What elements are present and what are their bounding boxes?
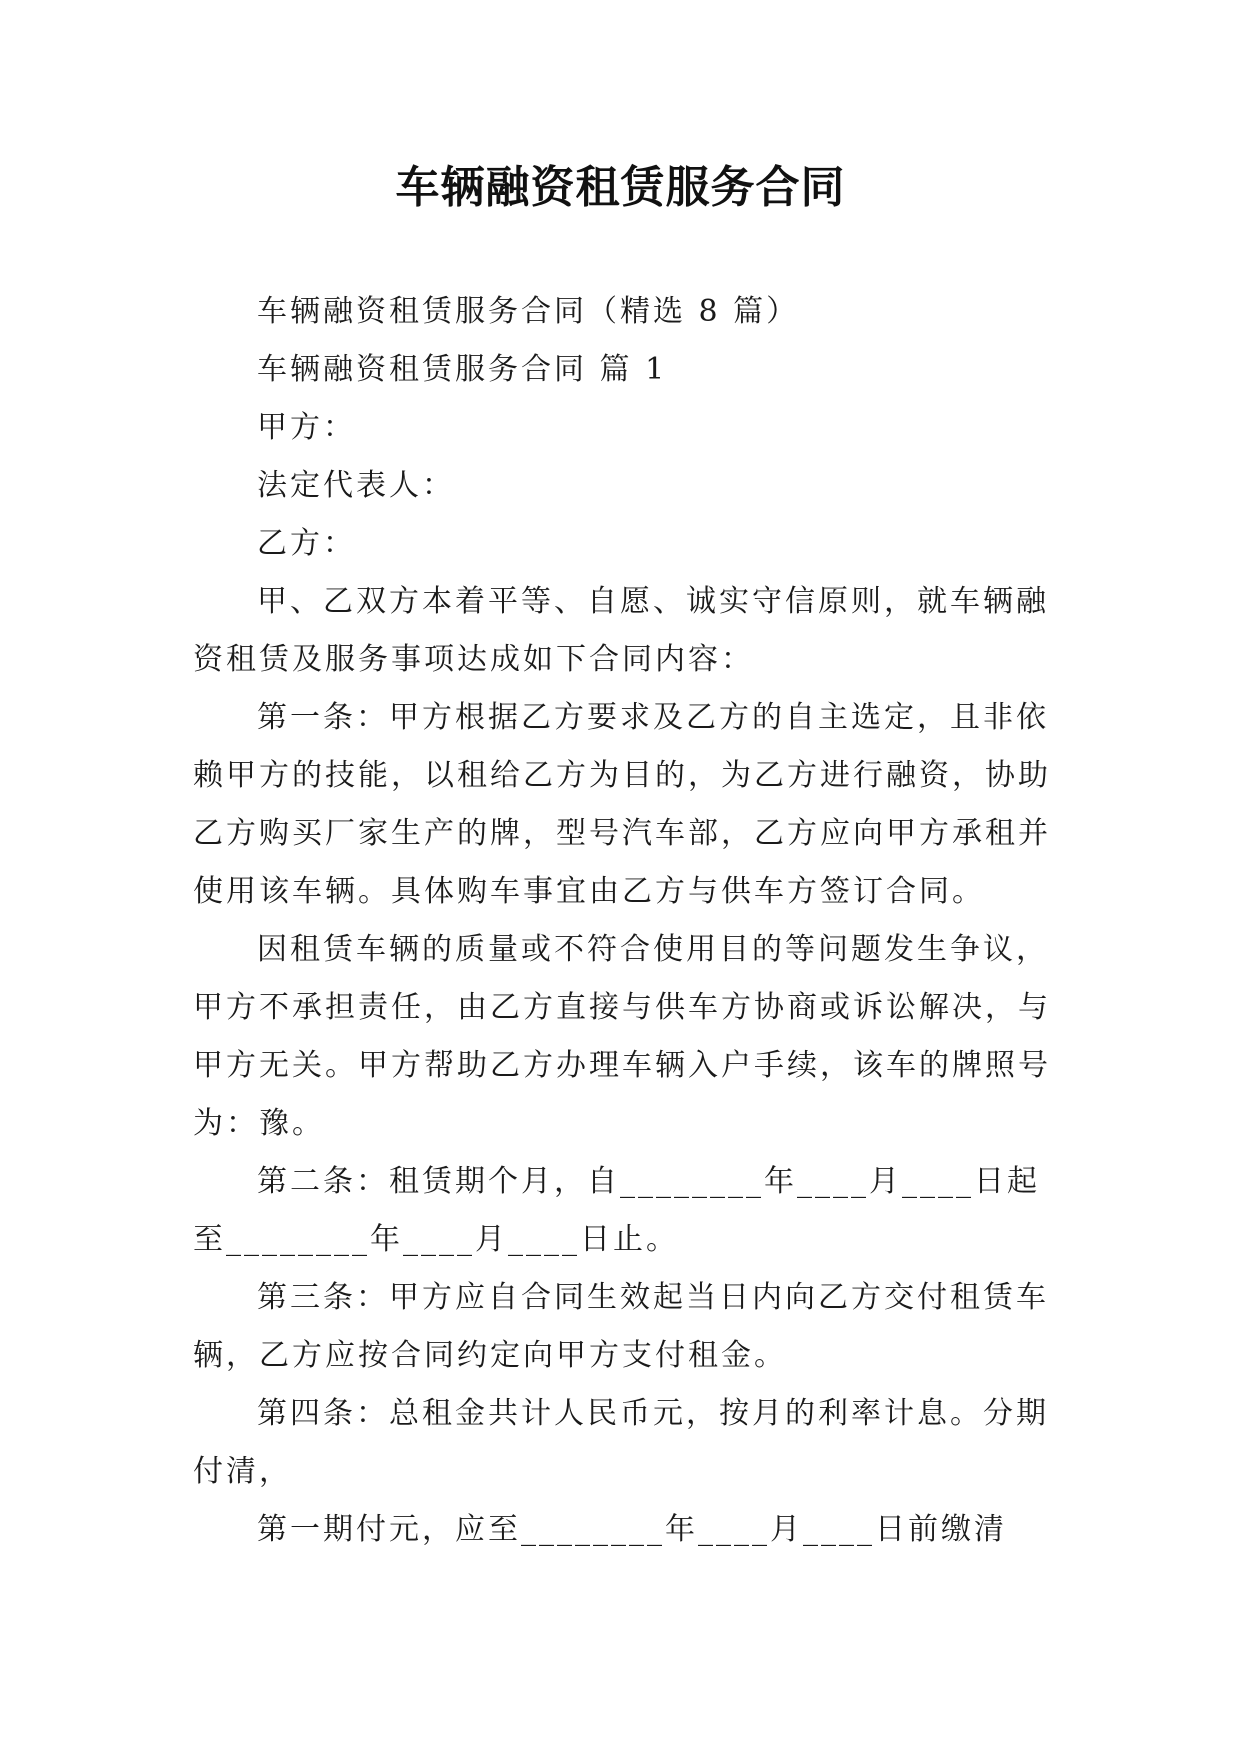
article-1-paragraph: 第一条：甲方根据乙方要求及乙方的自主选定，且非依赖甲方的技能，以租给乙方为目的，为乙方进行融资，协助乙方购买厂家生产的牌，型号汽车部，乙方应向甲方承租并使用该车辆。具体购车事宜由乙方与供车方签订合同。 bbox=[193, 700, 1051, 909]
preamble-paragraph: 甲、乙双方本着平等、自愿、诚实守信原则，就车辆融资租赁及服务事项达成如下合同内容： bbox=[193, 584, 1049, 677]
article-2-paragraph: 第二条：租赁期个月，自________年____月____日起至________年____月____日止。 bbox=[193, 1164, 1040, 1257]
party-b-label: 乙方： bbox=[257, 526, 356, 561]
article-4-paragraph: 第四条：总租金共计人民币元，按月的利率计息。分期付清， bbox=[193, 1396, 1049, 1489]
document-title: 车辆融资租赁服务合同 bbox=[395, 162, 846, 213]
article-3-paragraph: 第三条：甲方应自合同生效起当日内向乙方交付租赁车辆，乙方应按合同约定向甲方支付租金。 bbox=[193, 1280, 1049, 1373]
first-installment-paragraph: 第一期付元，应至________年____月____日前缴清 bbox=[257, 1512, 1007, 1547]
party-a-label: 甲方： bbox=[257, 410, 356, 445]
document-body bbox=[193, 283, 1058, 1559]
subtitle-paragraph: 车辆融资租赁服务合同（精选 8 篇） bbox=[257, 294, 800, 329]
section-heading: 车辆融资租赁服务合同 篇 1 bbox=[257, 352, 668, 387]
dispute-paragraph: 因租赁车辆的质量或不符合使用目的等问题发生争议，甲方不承担责任，由乙方直接与供车方协商或诉讼解决，与甲方无关。甲方帮助乙方办理车辆入户手续，该车的牌照号为：豫。 bbox=[193, 932, 1051, 1141]
legal-representative-label: 法定代表人： bbox=[257, 468, 455, 503]
